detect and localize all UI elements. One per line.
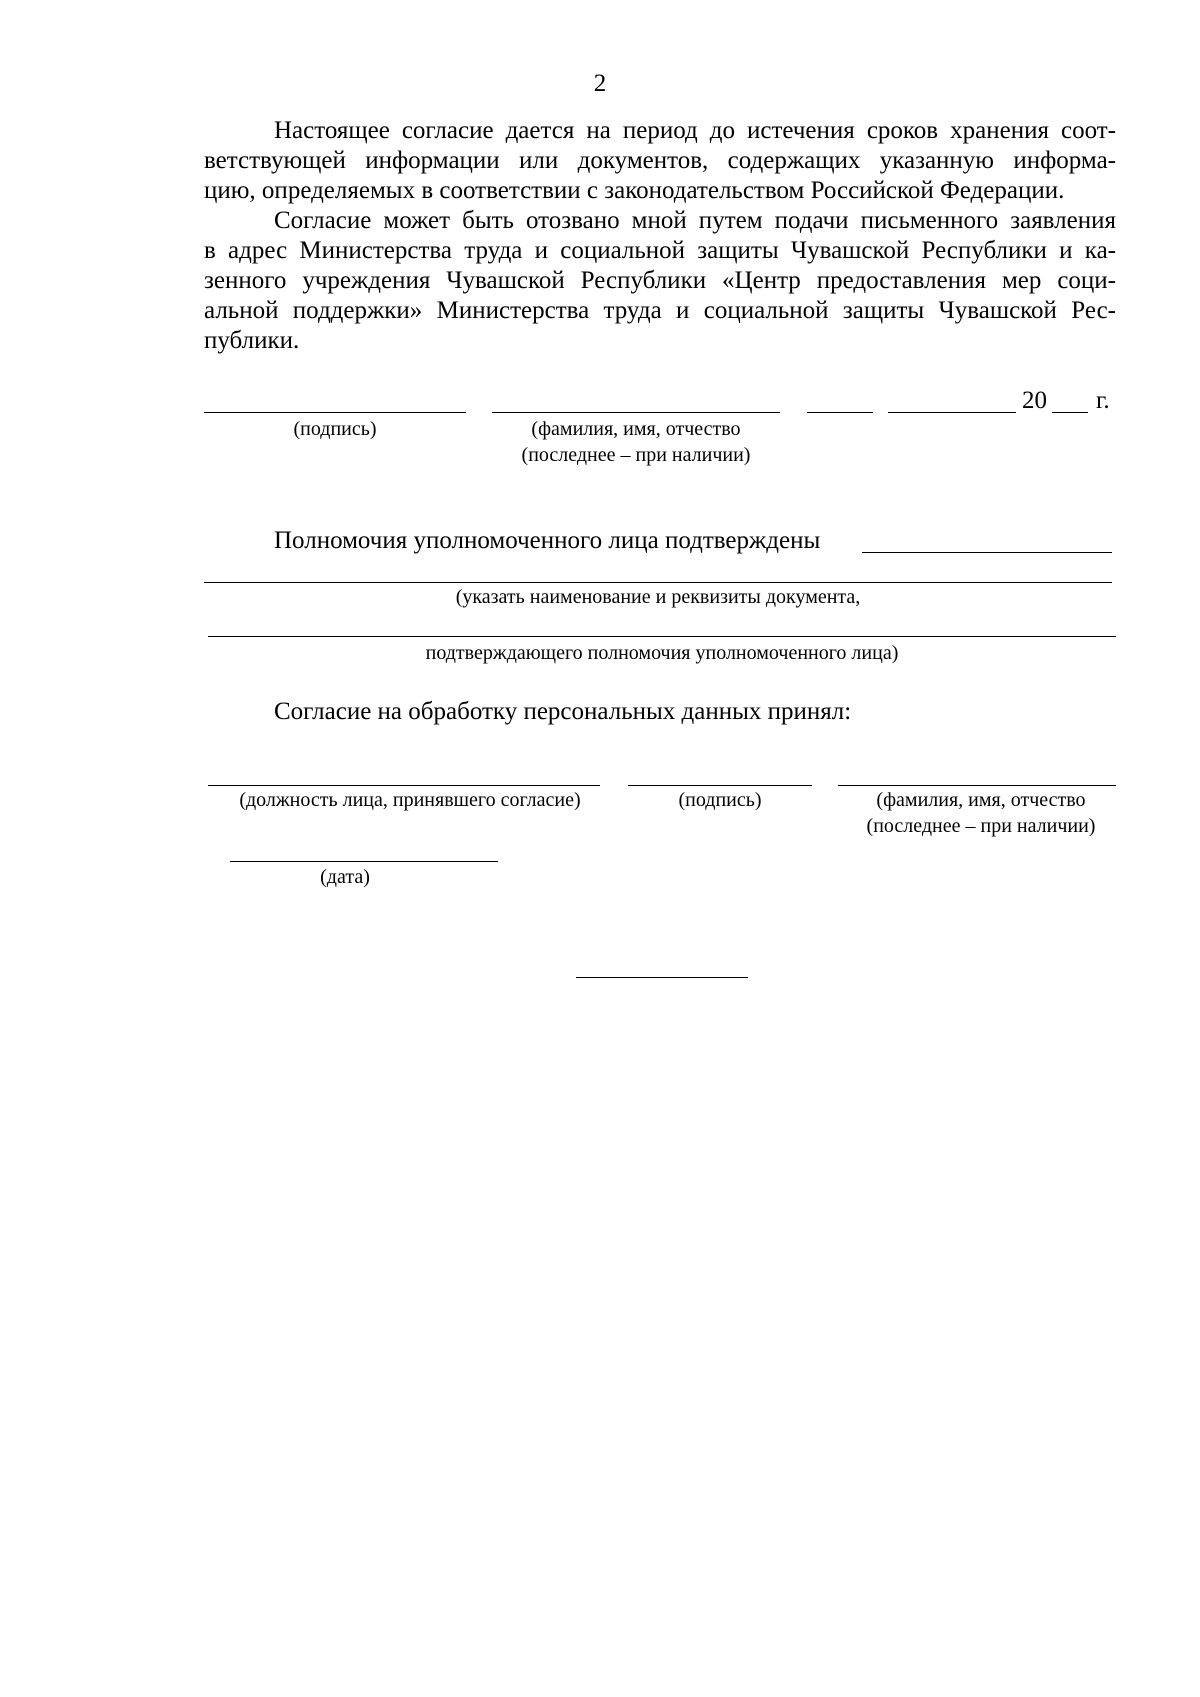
accepted-fio-caption-line1: (фамилия, имя, отчество <box>876 789 1086 811</box>
accepted-signature-line <box>628 785 812 786</box>
year-suffix: г. <box>1096 387 1110 414</box>
date-line <box>230 861 498 862</box>
consent-revocation-paragraph <box>204 206 1116 356</box>
paragraph-line: зенного учреждения Чувашской Республики «Центр предоставления мер соци- <box>204 267 1116 294</box>
paragraph-line: ветствующей информации или документов, содержащих указанную информа- <box>204 147 1116 174</box>
closing-separator <box>576 977 748 978</box>
paragraph-line: альной поддержки» Министерства труда и социальной защиты Чувашской Рес- <box>204 297 1116 324</box>
page-number: 2 <box>593 70 607 97</box>
position-caption: (должность лица, принявшего согласие) <box>239 789 581 811</box>
signature-line <box>204 412 466 413</box>
fio-line <box>492 412 780 413</box>
date-caption: (дата) <box>320 866 370 888</box>
fio-caption-line1: (фамилия, имя, отчество <box>531 418 741 440</box>
consent-period-paragraph <box>204 116 1116 206</box>
authority-caption-1: (указать наименование и реквизиты документа, <box>455 586 861 608</box>
authority-document-line <box>204 582 1112 583</box>
date-day-line <box>807 412 873 413</box>
date-month-line <box>888 412 1016 413</box>
paragraph-line: цию, определяемых в соответствии с законодательством Российской Федерации. <box>204 177 1065 204</box>
fio-caption-line2: (последнее – при наличии) <box>521 444 751 466</box>
accepted-fio-caption-line2: (последнее – при наличии) <box>866 815 1096 837</box>
date-year-line <box>1052 412 1088 413</box>
paragraph-line: Настоящее согласие дается на период до истечения сроков хранения соот- <box>274 117 1116 144</box>
signature-caption: (подпись) <box>293 418 377 440</box>
authority-line-inline <box>862 552 1112 553</box>
accepted-signature-caption: (подпись) <box>678 789 762 811</box>
paragraph-line: публики. <box>204 327 300 354</box>
accepted-fio-line <box>838 785 1116 786</box>
year-prefix: 20 <box>1022 387 1047 414</box>
paragraph-line: в адрес Министерства труда и социальной защиты Чувашской Республики и ка- <box>204 237 1116 264</box>
position-line <box>208 785 600 786</box>
authority-document-line-2 <box>208 636 1116 637</box>
paragraph-line: Согласие может быть отозвано мной путем подачи письменного заявления <box>274 207 1116 234</box>
authority-caption-2: подтверждающего полномочия уполномоченного лица) <box>425 642 899 664</box>
consent-accepted-text: Согласие на обработку персональных данных принял: <box>274 698 852 725</box>
authority-text: Полномочия уполномоченного лица подтверждены <box>274 527 821 554</box>
